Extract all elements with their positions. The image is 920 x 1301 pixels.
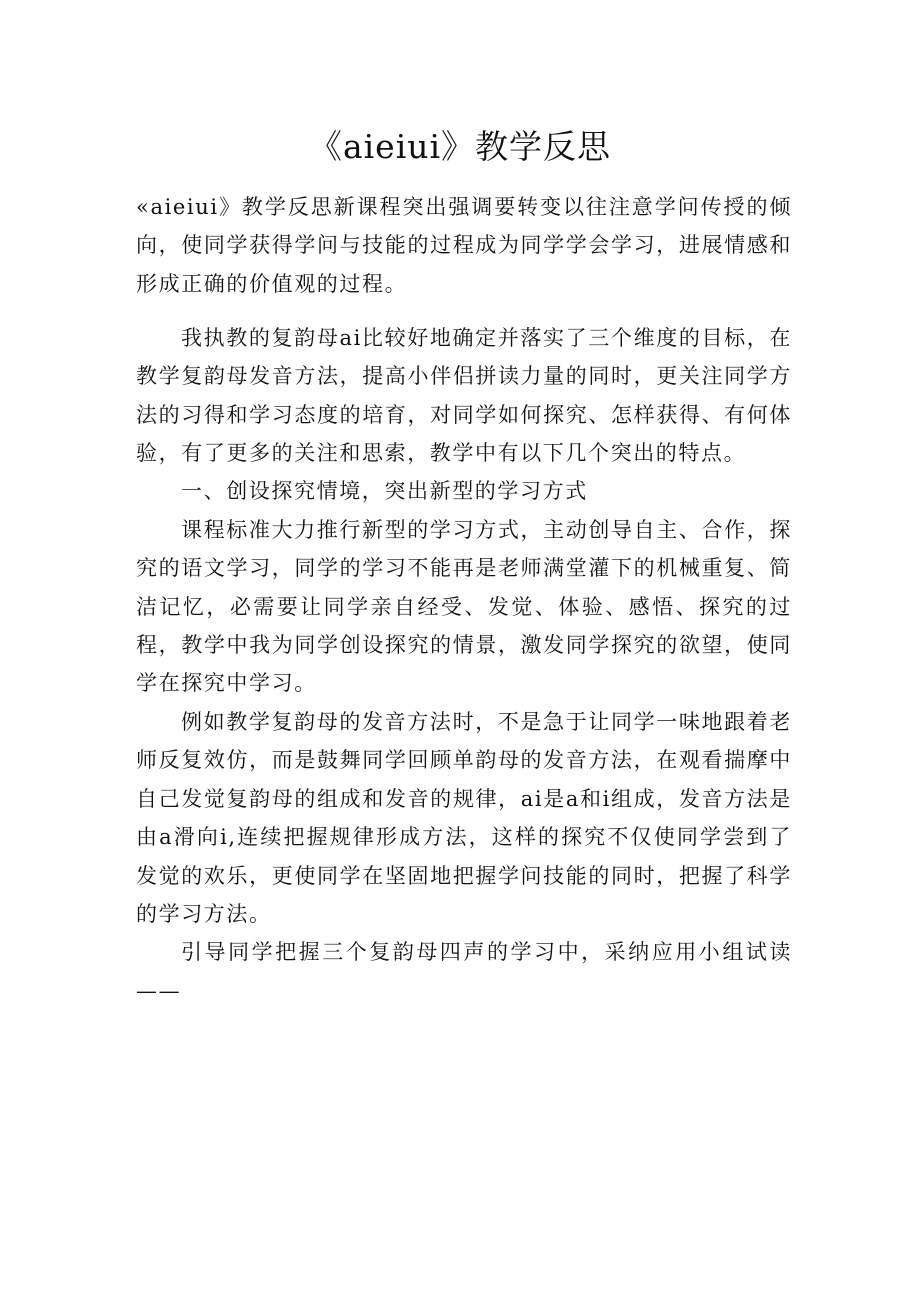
paragraph-example: 例如教学复韵母的发音方法时，不是急于让同学一味地跟着老师反复效仿，而是鼓舞同学回顾单韵母的发音方法，在观看揣摩中自己发觉复韵母的组成和发音的规律，ai是a和i组成，发音方法是由a滑向i,连续把握规律形成方法，这样的探究不仅使同学尝到了发觉的欢乐，更使同学在坚固地把握学问技能的同时，把握了科学的学习方法。 xyxy=(136,709,792,926)
document-body xyxy=(136,188,792,1010)
paragraph-intro: «aieiui》教学反思新课程突出强调要转变以往注意学问传授的倾向，使同学获得学问与技能的过程成为同学学会学习，进展情感和形成正确的价值观的过程。 xyxy=(136,195,792,296)
paragraph-curriculum: 课程标准大力推行新型的学习方式，主动创导自主、合作，探究的语文学习，同学的学习不能再是老师满堂灌下的机械重复、简洁记忆，必需要让同学亲自经受、发觉、体验、感悟、探究的过程，教学中我为同学创设探究的情景，激发同学探究的欲望，使同学在探究中学习。 xyxy=(136,517,792,696)
paragraph-four-tones: 引导同学把握三个复韵母四声的学习中，采纳应用小组试读—— xyxy=(136,940,792,1003)
document-title: 《aieiui》教学反思 xyxy=(308,127,612,166)
section-heading-1: 一、创设探究情境，突出新型的学习方式 xyxy=(181,479,588,504)
paragraph-objectives: 我执教的复韵母ai比较好地确定并落实了三个维度的目标，在教学复韵母发音方法，提高小伴侣拼读力量的同时，更关注同学方法的习得和学习态度的培育，对同学如何探究、怎样获得、有何体验，有了更多的关注和思索，教学中有以下几个突出的特点。 xyxy=(136,325,792,466)
